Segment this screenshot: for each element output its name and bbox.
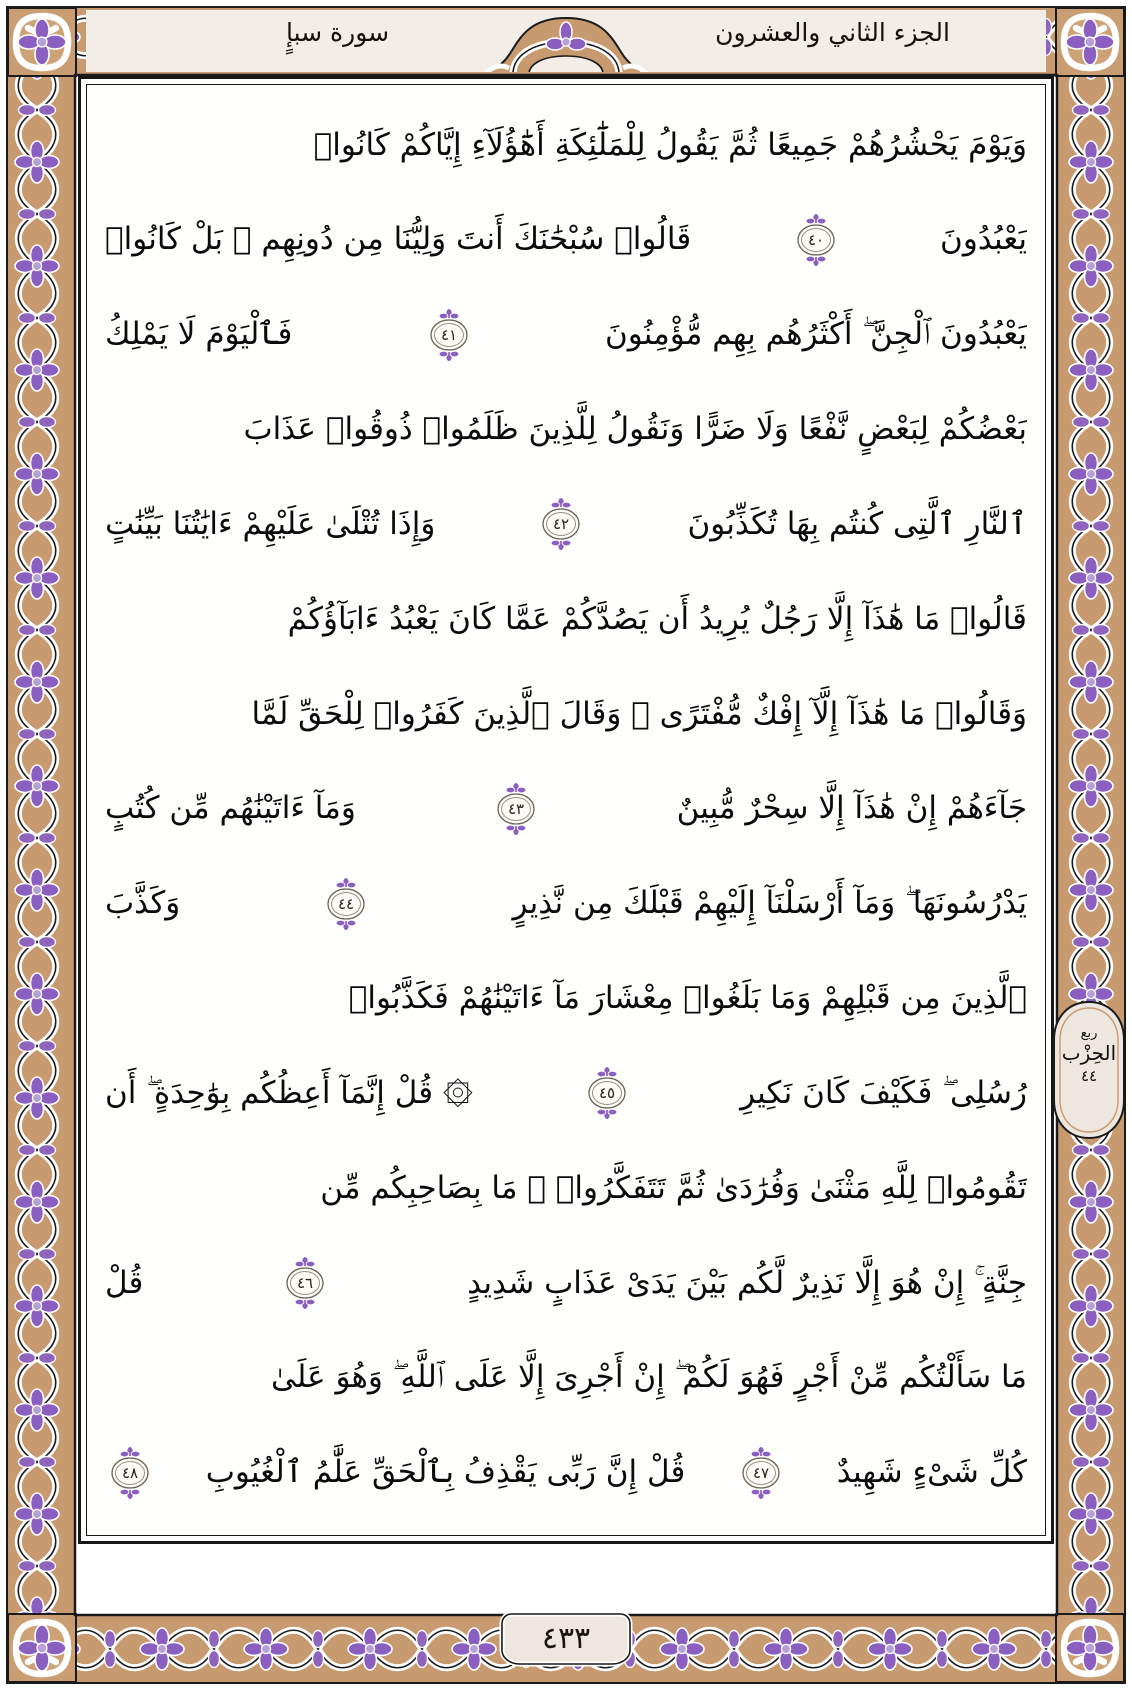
quran-text-segment: مَا سَأَلْتُكُم مِّنْ أَجْرٍ فَهُوَ لَكُمْ ۖ إِنْ أَجْرِىَ إِلَّا عَلَى ٱللَّهِ ۖ وَهُوَ عَلَىٰ [271, 1359, 1027, 1396]
quran-text-segment: قُلْ إِنَّ رَبِّى يَقْذِفُ بِٱلْحَقِّ عَلَّٰمُ ٱلْغُيُوبِ [205, 1454, 686, 1491]
header-ornament-medallion [471, 10, 661, 72]
quran-text-segment: كُلِّ شَىْءٍ شَهِيدٌ [836, 1454, 1027, 1491]
ayah-number-marker [739, 1446, 783, 1500]
hizb-marker-label [1052, 1026, 1126, 1086]
quran-line [105, 860, 1027, 948]
quran-text-segment: ٱلَّذِينَ مِن قَبْلِهِمْ وَمَا بَلَغُوا۟ مِعْشَارَ مَآ ءَاتَيْنَٰهُمْ فَكَذَّبُوا۟ [348, 980, 1027, 1017]
quran-text-panel [78, 76, 1054, 1544]
ayah-number-marker [539, 497, 583, 551]
quran-text-lines [95, 93, 1037, 1527]
svg-text:٤٢: ٤٢ [553, 515, 570, 534]
svg-text:٤٠: ٤٠ [807, 230, 824, 249]
quran-text-segment: بَعْضُكُمْ لِبَعْضٍ نَّفْعًا وَلَا ضَرًّا وَنَقُولُ لِلَّذِينَ ظَلَمُوا۟ ذُوقُوا۟ عَذَابَ [243, 411, 1027, 448]
hizb-quarter-marker [1052, 1000, 1126, 1140]
hizb-line-2: الحِزْب [1061, 1041, 1117, 1066]
quran-line [105, 386, 1027, 474]
ayah-number-marker [108, 1446, 152, 1500]
quran-line [105, 1429, 1027, 1517]
page-number-cartouche [498, 1610, 634, 1668]
quran-line [105, 955, 1027, 1043]
quran-text-segment: ٱلنَّارِ ٱلَّتِى كُنتُم بِهَا تُكَذِّبُونَ [687, 505, 1027, 542]
hizb-line-1: ربع [1080, 1026, 1098, 1041]
quran-text-segment: ۞ قُلْ إِنَّمَآ أَعِظُكُم بِوَٰحِدَةٍ ۖ أَن [105, 1074, 473, 1111]
quran-text-segment: قَالُوا۟ سُبْحَٰنَكَ أَنتَ وَلِيُّنَا مِن دُونِهِم ۖ بَلْ كَانُوا۟ [105, 221, 692, 258]
quran-line [105, 670, 1027, 758]
quran-text-segment: يَعْبُدُونَ [940, 221, 1027, 258]
hizb-line-3: ٤٤ [1080, 1067, 1098, 1086]
quran-line [105, 196, 1027, 284]
page-header-band [86, 10, 1046, 72]
svg-text:٤٧: ٤٧ [752, 1463, 770, 1482]
svg-text:٤٥: ٤٥ [598, 1084, 615, 1103]
quran-text-segment: قُلْ [105, 1264, 144, 1301]
ayah-number-marker [324, 877, 368, 931]
ayah-number-marker [794, 213, 838, 267]
svg-text:٤٦: ٤٦ [297, 1274, 314, 1293]
svg-text:٤٣: ٤٣ [508, 799, 525, 818]
quran-text-segment: جِنَّةٍ ۚ إِنْ هُوَ إِلَّا نَذِيرٌ لَّكُم بَيْنَ يَدَىْ عَذَابٍ شَدِيدٍ [467, 1264, 1027, 1301]
quran-line [105, 575, 1027, 663]
quran-line [105, 1049, 1027, 1137]
quran-text-segment: تَقُومُوا۟ لِلَّهِ مَثْنَىٰ وَفُرَٰدَىٰ ثُمَّ تَتَفَكَّرُوا۟ ۚ مَا بِصَاحِبِكُم مِّن [320, 1169, 1027, 1206]
quran-text-segment: وَإِذَا تُتْلَىٰ عَلَيْهِمْ ءَايَٰتُنَا بَيِّنَٰتٍ [105, 505, 436, 542]
quran-text-segment: جَآءَهُمْ إِنْ هَٰذَآ إِلَّا سِحْرٌ مُّبِينٌ [676, 790, 1027, 827]
quran-text-segment: فَٱلْيَوْمَ لَا يَمْلِكُ [105, 316, 293, 353]
ayah-number-marker [427, 308, 471, 362]
page-number: ٤٣٣ [541, 1620, 591, 1656]
quran-line [105, 101, 1027, 189]
quran-line [105, 765, 1027, 853]
quran-line [105, 1239, 1027, 1327]
quran-line [105, 291, 1027, 379]
ayah-number-marker [283, 1256, 327, 1310]
quran-line [105, 1144, 1027, 1232]
ayah-number-marker [585, 1066, 629, 1120]
svg-text:٤١: ٤١ [440, 325, 457, 344]
svg-text:٤٤: ٤٤ [338, 894, 355, 913]
surah-label: سورة سبإٍ [286, 18, 390, 47]
quran-text-segment: وَقَالُوا۟ مَا هَٰذَآ إِلَّآ إِفْكٌ مُّفْتَرًى ۚ وَقَالَ ٱلَّذِينَ كَفَرُوا۟ لِلْحَقِّ لَمَّا [251, 695, 1027, 732]
juz-label: الجزء الثاني والعشرون [715, 18, 950, 47]
svg-text:٤٨: ٤٨ [121, 1463, 139, 1482]
quran-text-segment: يَعْبُدُونَ ٱلْجِنَّ ۖ أَكْثَرُهُم بِهِم مُّؤْمِنُونَ [605, 316, 1027, 353]
quran-text-segment: وَمَآ ءَاتَيْنَٰهُم مِّن كُتُبٍ [105, 790, 356, 827]
ayah-number-marker [494, 782, 538, 836]
quran-text-segment: قَالُوا۟ مَا هَٰذَآ إِلَّا رَجُلٌ يُرِيدُ أَن يَصُدَّكُمْ عَمَّا كَانَ يَعْبُدُ ءَابَآؤُكُمْ [287, 600, 1027, 637]
quran-text-segment: وَيَوْمَ يَحْشُرُهُمْ جَمِيعًا ثُمَّ يَقُولُ لِلْمَلَٰٓئِكَةِ أَهَٰٓؤُلَآءِ إِيَّاكُمْ كَانُوا۟ [313, 126, 1027, 163]
quran-line [105, 480, 1027, 568]
quran-line [105, 1334, 1027, 1422]
quran-text-segment: وَكَذَّبَ [105, 885, 181, 922]
quran-text-segment: رُسُلِى ۖ فَكَيْفَ كَانَ نَكِيرِ [740, 1074, 1027, 1111]
quran-text-segment: يَدْرُسُونَهَا ۖ وَمَآ أَرْسَلْنَآ إِلَيْهِمْ قَبْلَكَ مِن نَّذِيرٍ [512, 885, 1027, 922]
